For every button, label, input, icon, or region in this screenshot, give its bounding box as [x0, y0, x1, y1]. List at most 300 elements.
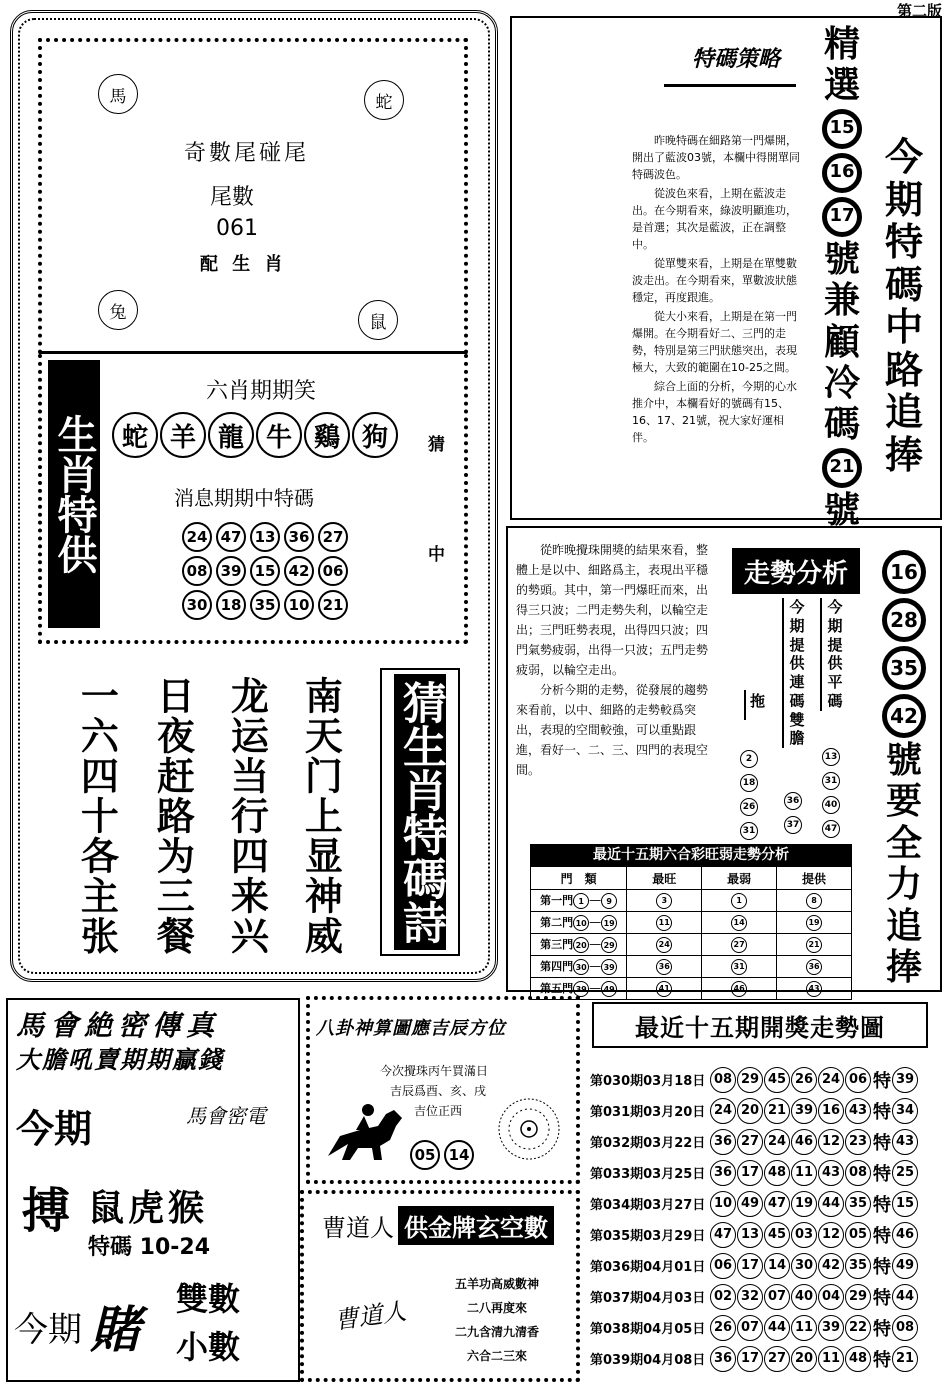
poem-banner [380, 668, 460, 956]
poem-char: 主 [74, 876, 120, 916]
col-char: 連 [789, 673, 805, 691]
draw-period: 第036期04月01日 [590, 1260, 706, 1275]
table-ball: 43 [806, 981, 822, 997]
draw-ball: 36 [710, 1129, 736, 1155]
special-ball: 21 [892, 1346, 918, 1372]
number-ball: 15 [250, 556, 280, 586]
trend-char: 要 [885, 781, 922, 823]
table-ball: 36 [806, 959, 822, 975]
door-label: 第三門 [540, 937, 574, 951]
draw-ball: 46 [791, 1129, 817, 1155]
zodiac-ball: 羊 [160, 412, 206, 458]
trend-table-cell [702, 912, 777, 934]
zodiac-rat: 鼠 [358, 300, 398, 340]
tail-sub: 配 生 肖 [200, 254, 287, 275]
trend-char: 號 [885, 740, 922, 781]
ping-column [820, 598, 848, 711]
draw-row [590, 1281, 940, 1312]
big-ball: 35 [882, 646, 926, 690]
small-ball: 26 [740, 798, 758, 816]
side-char: 特 [51, 494, 98, 534]
trend-table-cell [531, 912, 627, 934]
col-char: 提 [789, 635, 805, 654]
trend-logo: 走勢分析 [732, 548, 860, 594]
door-label: 第二門 [540, 915, 574, 929]
page-label: 第二版 [896, 2, 942, 20]
th: 提供 [777, 867, 852, 890]
bagua-line3: 吉位正西 [414, 1104, 463, 1118]
draw-ball: 20 [737, 1098, 763, 1124]
door-label: 第五門 [540, 981, 574, 995]
trend-char: 捧 [885, 946, 922, 988]
draw-ball: 17 [737, 1160, 763, 1186]
draw-row [590, 1157, 940, 1188]
draw-ball: 26 [710, 1315, 736, 1341]
draw-row [590, 1343, 940, 1374]
special-ball: 43 [892, 1129, 918, 1155]
cao-line: 二九含清九清香 [454, 1325, 539, 1339]
side-char: 供 [51, 534, 98, 574]
draw-ball: 39 [791, 1098, 817, 1124]
poem-char: 天 [298, 716, 344, 756]
draw-ball: 22 [845, 1315, 871, 1341]
table-ball: 1 [731, 893, 747, 909]
draw-period: 第030期03月18日 [590, 1074, 706, 1089]
jingxuan-char: 選 [823, 65, 860, 107]
trend-table-cell [627, 912, 702, 934]
poem-char: 日 [150, 676, 196, 716]
jingxuan-column [818, 24, 866, 531]
zodiac-rabbit: 兔 [98, 290, 138, 330]
col-char: 期 [827, 616, 843, 635]
col-char: 供 [827, 654, 843, 673]
shengxiao-panel [38, 354, 468, 644]
trend-table-cell [702, 956, 777, 978]
special-ball: 25 [892, 1160, 918, 1186]
number-ball: 27 [318, 522, 348, 552]
cao-signature: 曹道人 [332, 1297, 408, 1335]
tail-number: 061 [216, 216, 258, 241]
range-dash: — [589, 892, 602, 907]
draw-ball: 06 [845, 1067, 871, 1093]
trend-table-cell [777, 890, 852, 912]
trend-table-head [531, 867, 852, 890]
draw-period: 第039期04月08日 [590, 1353, 706, 1368]
draw-ball: 12 [818, 1129, 844, 1155]
zodiac-ball: 牛 [256, 412, 302, 458]
col-char: 平 [827, 673, 843, 691]
poem-char: 路 [150, 796, 196, 836]
special-ball: 44 [892, 1284, 918, 1310]
poem-col-4 [72, 676, 121, 956]
door-label: 第一門 [540, 893, 574, 907]
draw-ball: 45 [764, 1067, 790, 1093]
poem-char: 十 [74, 796, 120, 836]
trend-table-cell [777, 912, 852, 934]
draws-list [590, 1064, 940, 1374]
trend-table-wrap [530, 844, 852, 1000]
title-char: 中 [884, 305, 923, 350]
small-ball: 18 [740, 774, 758, 792]
number-ball: 06 [318, 556, 348, 586]
trend-table-cell [777, 934, 852, 956]
table-ball: 41 [656, 981, 672, 997]
poem-char: 来 [224, 876, 270, 916]
jing-char: 冷 [823, 362, 860, 404]
th: 最旺 [627, 867, 702, 890]
draw-ball: 35 [845, 1191, 871, 1217]
strategy-para: 昨晚特碼在細路第一門爆開，開出了藍波03號，本欄中得開單同特碼波色。 [632, 134, 800, 181]
door-label: 第四門 [540, 959, 574, 973]
draw-ball: 35 [845, 1253, 871, 1279]
poem-char: 神 [298, 876, 344, 916]
zodiac-horse: 馬 [98, 74, 138, 114]
jing-ball: 21 [822, 448, 862, 488]
title-char: 追 [884, 390, 923, 435]
draw-ball: 45 [764, 1222, 790, 1248]
trend-table-cell [702, 890, 777, 912]
guess-note-1: 猜 [428, 435, 445, 455]
tail-title: 奇數尾碰尾 [184, 141, 310, 166]
tail-label: 尾數 [210, 185, 255, 210]
draw-ball: 42 [818, 1253, 844, 1279]
draw-ball: 21 [764, 1098, 790, 1124]
col-char: 膽 [789, 729, 805, 748]
zodiac-ball: 鷄 [304, 412, 350, 458]
col-char: 今 [789, 598, 805, 616]
trend-table-cell [627, 978, 702, 1000]
banner-char: 猜 [395, 680, 446, 724]
title-char: 期 [884, 177, 923, 222]
number-ball: 42 [284, 556, 314, 586]
draw-ball: 10 [710, 1191, 736, 1217]
trend-table-cell [627, 934, 702, 956]
cao-line: 二八再度來 [466, 1301, 527, 1315]
number-ball: 08 [182, 556, 212, 586]
draw-ball: 27 [764, 1346, 790, 1372]
draw-ball: 43 [845, 1098, 871, 1124]
poem-char: 各 [74, 836, 120, 876]
strategy-para: 綜合上面的分析，今期的心水推介中，本欄看好的號碼有15、16、17、21號，祝大家好運相伴。 [632, 380, 797, 444]
zodiac-ball: 狗 [352, 412, 398, 458]
draw-ball: 11 [818, 1346, 844, 1372]
trend-table-cell [531, 934, 627, 956]
trend-table-cell [627, 956, 702, 978]
number-ball: 47 [216, 522, 246, 552]
col-char: 今 [827, 598, 843, 616]
jing-char: 顧 [823, 321, 860, 363]
jing-ball: 15 [822, 109, 862, 149]
draw-ball: 40 [791, 1284, 817, 1310]
table-ball: 39 [573, 981, 589, 997]
draw-ball: 08 [845, 1160, 871, 1186]
special-label: 特 [873, 1132, 891, 1154]
trend-table-cell [702, 934, 777, 956]
table-ball: 30 [573, 959, 589, 975]
poem-char: 南 [298, 676, 344, 716]
six-zodiac-row [112, 412, 398, 458]
fax-line2: 大膽吼賣期期贏錢 [16, 1046, 224, 1074]
special-label: 特 [873, 1349, 891, 1371]
draw-ball: 06 [710, 1253, 736, 1279]
draw-ball: 27 [737, 1129, 763, 1155]
draw-ball: 36 [710, 1346, 736, 1372]
draw-ball: 29 [737, 1067, 763, 1093]
trend-table-row [531, 934, 852, 956]
trend-table-cell [777, 978, 852, 1000]
trend-table-cell [531, 890, 627, 912]
zodiac-ball: 龍 [208, 412, 254, 458]
msg-numbers [182, 522, 352, 620]
range-dash: — [589, 980, 602, 995]
six-zodiac-title: 六肖期期笑 [206, 379, 317, 404]
strategy-text [632, 132, 804, 446]
draw-ball: 13 [737, 1222, 763, 1248]
draw-ball: 23 [845, 1129, 871, 1155]
poem-char: 四 [224, 836, 270, 876]
draw-ball: 24 [764, 1129, 790, 1155]
fax-zodiacs: 鼠虎猴 [88, 1188, 209, 1229]
draws-title: 最近十五期開獎走勢圖 [592, 1002, 928, 1048]
special-ball: 39 [892, 1067, 918, 1093]
draw-ball: 08 [710, 1067, 736, 1093]
special-label: 特 [873, 1225, 891, 1247]
table-ball: 39 [601, 959, 617, 975]
ping-nums [822, 748, 840, 838]
fax-bo: 搏 [22, 1183, 71, 1239]
table-ball: 20 [573, 937, 589, 953]
jing-char: 號 [823, 238, 860, 280]
strategy-para: 從波色來看，上期在藍波走出。在今期看來，綠波明顯進功，是首選；其次是藍波，正在調整中。 [632, 187, 797, 251]
fax-special: 特碼 10-24 [88, 1235, 211, 1260]
poem-char: 四 [74, 756, 120, 796]
poem-char: 夜 [150, 716, 196, 756]
poem-col-2 [222, 676, 271, 956]
banner-char: 特 [395, 812, 446, 856]
small-ball: 13 [822, 748, 840, 766]
small-ball: 40 [822, 796, 840, 814]
big-ball: 28 [882, 598, 926, 642]
poem-col-1 [296, 676, 345, 956]
draw-row [590, 1188, 940, 1219]
banner-char: 生 [395, 724, 446, 768]
draw-ball: 47 [764, 1191, 790, 1217]
table-ball: 21 [806, 937, 822, 953]
poem-char: 龙 [224, 676, 270, 716]
special-ball: 49 [892, 1253, 918, 1279]
trend-para: 分析今期的走勢，從發展的趨勢來看前，以中、細路的走勢較爲突出，表現的空間較強，可以重點跟進，看好一、二、三、四門的表現空間。 [516, 683, 709, 777]
draw-ball: 14 [764, 1253, 790, 1279]
draw-row [590, 1219, 940, 1250]
poem-col-3 [148, 676, 197, 956]
table-ball: 27 [731, 937, 747, 953]
banner-char: 碼 [395, 856, 446, 900]
draw-ball: 02 [710, 1284, 736, 1310]
trend-right-column [880, 548, 928, 988]
fax-du: 賭 [90, 1300, 140, 1359]
fax-opt1: 雙數 [176, 1280, 241, 1318]
jing-ball: 16 [822, 153, 862, 193]
draw-ball: 26 [791, 1067, 817, 1093]
small-ball: 37 [784, 816, 802, 834]
table-ball: 9 [601, 893, 617, 909]
trend-table-row [531, 912, 852, 934]
draw-ball: 19 [791, 1191, 817, 1217]
title-char: 碼 [884, 262, 923, 307]
title-char: 特 [884, 220, 923, 265]
col-char: 雙 [789, 710, 805, 729]
bagua-nums [410, 1140, 474, 1170]
bagua-ball: 14 [444, 1140, 474, 1170]
big-ball: 16 [882, 550, 926, 594]
draw-ball: 36 [710, 1160, 736, 1186]
draw-ball: 30 [791, 1253, 817, 1279]
poem-banner-text [394, 674, 446, 950]
tuo-label: 拖 [744, 690, 765, 720]
lian-column [782, 598, 810, 748]
col-char: 期 [789, 616, 805, 635]
special-ball: 08 [892, 1315, 918, 1341]
range-dash: — [589, 914, 602, 929]
side-char: 肖 [51, 454, 98, 494]
poem-char: 上 [298, 796, 344, 836]
draw-ball: 49 [737, 1191, 763, 1217]
draw-row [590, 1095, 940, 1126]
special-label: 特 [873, 1070, 891, 1092]
trend-table-cell [702, 978, 777, 1000]
draw-ball: 24 [710, 1098, 736, 1124]
draw-period: 第031期03月20日 [590, 1105, 706, 1120]
poem-char: 兴 [224, 916, 270, 956]
trend-para: 從昨晚攪珠開獎的結果來看，整體上是以中、細路爲主，表現出平穩的勢頭。其中，第一門爆旺而來，出得三只波；二門走勢失利，以輪空走出；三門旺勢表現，出得四只波；四門氣勢疲弱，出得一只波；五門走勢疲弱，以輪空走出。 [516, 543, 709, 677]
guess-note-2: 中 [428, 545, 445, 565]
trend-table-row [531, 890, 852, 912]
poem-char: 六 [74, 716, 120, 756]
poem-char: 赶 [150, 756, 196, 796]
table-ball: 11 [656, 915, 672, 931]
draw-period: 第034期03月27日 [590, 1198, 706, 1213]
cao-title [322, 1206, 554, 1245]
draw-row [590, 1312, 940, 1343]
special-ball: 15 [892, 1191, 918, 1217]
title-char: 今 [884, 135, 923, 179]
draw-ball: 07 [737, 1315, 763, 1341]
number-ball: 13 [250, 522, 280, 552]
trend-table [530, 866, 852, 1000]
table-ball: 8 [806, 893, 822, 909]
bagua-line2: 吉辰爲酉、亥、戌 [390, 1084, 487, 1098]
poem-char: 张 [74, 916, 120, 956]
poem-char: 当 [224, 756, 270, 796]
title-char: 捧 [884, 432, 923, 477]
draw-ball: 04 [818, 1284, 844, 1310]
table-ball: 46 [731, 981, 747, 997]
trend-table-cell [531, 956, 627, 978]
small-ball: 47 [822, 820, 840, 838]
banner-char: 肖 [395, 768, 446, 812]
number-ball: 35 [250, 590, 280, 620]
draw-ball: 43 [818, 1160, 844, 1186]
draw-ball: 03 [791, 1222, 817, 1248]
cao-title-a: 曹道人 [322, 1214, 394, 1242]
tuo-nums [740, 750, 758, 840]
side-char: 生 [51, 414, 98, 454]
special-label: 特 [873, 1194, 891, 1216]
table-ball: 36 [656, 959, 672, 975]
table-ball: 29 [601, 937, 617, 953]
poem-char: 威 [298, 916, 344, 956]
draw-period: 第033期03月25日 [590, 1167, 706, 1182]
strategy-para: 從單雙來看，上期是在單雙數波走出。在今期看來，單數波狀態穩定，再度跟進。 [632, 257, 797, 304]
poem-char: 显 [298, 836, 344, 876]
draw-ball: 29 [845, 1284, 871, 1310]
draw-ball: 20 [791, 1346, 817, 1372]
poem-char: 运 [224, 716, 270, 756]
big-ball: 42 [882, 694, 926, 738]
strategy-para: 從大小來看，上期是在第一門爆開。在今期看好二、三門的走勢，特別是第三門狀態突出，表現極大，大致的範圍在10-25之間。 [632, 310, 797, 374]
fax-logo: 馬會密電 [186, 1104, 266, 1128]
poem-char: 行 [224, 796, 270, 836]
draw-ball: 17 [737, 1346, 763, 1372]
trend-char: 力 [885, 864, 922, 906]
draw-ball: 11 [791, 1160, 817, 1186]
col-char: 碼 [789, 691, 805, 710]
fax-today: 今期 [16, 1107, 93, 1151]
bagua-line1: 今次攪珠丙午買滿日 [380, 1064, 489, 1078]
draw-row [590, 1064, 940, 1095]
trend-table-title: 最近十五期六合彩旺弱走勢分析 [530, 844, 852, 866]
table-ball: 10 [573, 915, 589, 931]
number-ball: 18 [216, 590, 246, 620]
cao-line: 六合二三來 [466, 1349, 527, 1363]
trend-char: 追 [885, 905, 922, 947]
poem-char: 门 [298, 756, 344, 796]
number-ball: 24 [182, 522, 212, 552]
small-ball: 31 [822, 772, 840, 790]
shengxiao-side-title [48, 360, 100, 628]
draw-ball: 48 [845, 1346, 871, 1372]
fax-today2: 今期 [14, 1310, 82, 1350]
lian-nums [784, 792, 802, 834]
draw-period: 第032期03月22日 [590, 1136, 706, 1151]
range-dash: — [589, 958, 602, 973]
jing-char: 兼 [823, 280, 860, 322]
jing-char: 碼 [823, 404, 860, 446]
cao-line: 五羊功高威數神 [454, 1277, 539, 1291]
bagua-title: 八卦神算圖應吉辰方位 [316, 1018, 506, 1039]
draw-ball: 07 [764, 1284, 790, 1310]
number-ball: 21 [318, 590, 348, 620]
special-ball: 46 [892, 1222, 918, 1248]
th: 最弱 [702, 867, 777, 890]
special-label: 特 [873, 1287, 891, 1309]
draw-ball: 12 [818, 1222, 844, 1248]
draw-ball: 24 [818, 1067, 844, 1093]
draw-ball: 44 [818, 1191, 844, 1217]
banner-char: 詩 [395, 900, 446, 944]
special-label: 特 [873, 1256, 891, 1278]
trend-text [516, 540, 712, 780]
table-ball: 24 [656, 937, 672, 953]
number-ball: 36 [284, 522, 314, 552]
draw-ball: 47 [710, 1222, 736, 1248]
bagua-ball: 05 [410, 1140, 440, 1170]
draw-period: 第037期04月03日 [590, 1291, 706, 1306]
special-label: 特 [873, 1163, 891, 1185]
table-ball: 19 [806, 915, 822, 931]
strategy-logo [664, 38, 796, 87]
table-ball: 14 [731, 915, 747, 931]
